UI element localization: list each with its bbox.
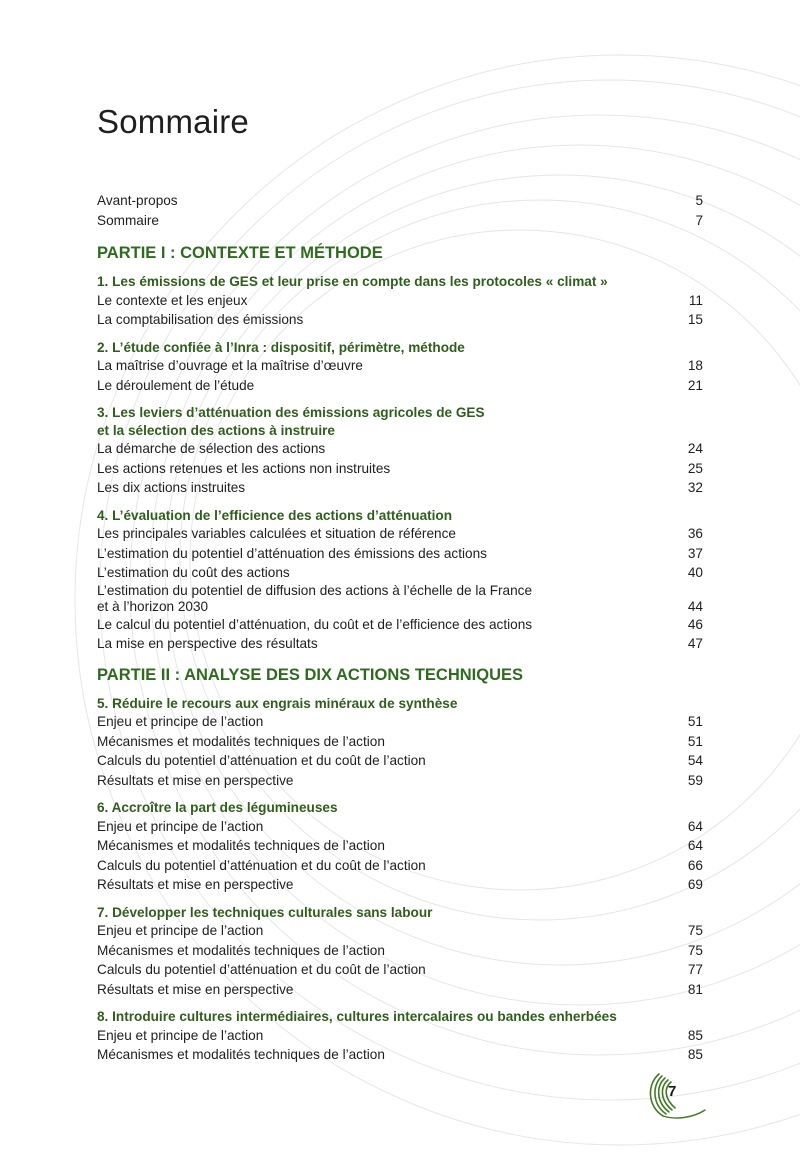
toc-entry[interactable] xyxy=(97,941,703,961)
toc-entry-page: 51 xyxy=(687,733,703,749)
toc-entry[interactable] xyxy=(97,459,703,479)
toc-entry-page: 75 xyxy=(687,942,703,958)
toc-entry[interactable] xyxy=(97,1026,703,1046)
toc-entry-label: La maîtrise d’ouvrage et la maîtrise d’œuvre xyxy=(97,358,363,373)
toc-entry[interactable] xyxy=(97,1045,703,1065)
toc-entry-page: 59 xyxy=(687,772,703,788)
toc-entry-page: 25 xyxy=(687,460,703,476)
toc-entry[interactable] xyxy=(97,836,703,856)
toc-entry-label: Les dix actions instruites xyxy=(97,480,246,495)
toc-entry-page: 47 xyxy=(687,636,703,651)
toc-entry-page: 77 xyxy=(687,962,703,977)
toc-entry-label: Le contexte et les enjeux xyxy=(97,292,248,308)
chapter-heading[interactable] xyxy=(97,404,703,439)
toc-entry-label-line: L’estimation du potentiel de diffusion des actions à l’échelle de la France xyxy=(97,582,533,598)
toc-entry-page: 66 xyxy=(687,857,703,873)
page-number: 7 xyxy=(668,1083,677,1100)
toc-entry-label: Enjeu et principe de l’action xyxy=(97,1027,264,1043)
part-heading[interactable]: PARTIE II : ANALYSE DES DIX ACTIONS TECHNIQUES xyxy=(97,665,523,684)
toc-entry-label: La démarche de sélection des actions xyxy=(97,441,326,456)
toc-entry-label: La comptabilisation des émissions xyxy=(97,312,304,327)
toc-entry-page: 64 xyxy=(687,818,703,834)
toc-entry-page: 46 xyxy=(687,616,703,632)
toc-entry[interactable] xyxy=(97,191,703,211)
toc-entry-page: 44 xyxy=(687,598,703,614)
toc-entry-label: L’estimation du coût des actions xyxy=(97,565,290,580)
part-heading[interactable]: PARTIE I : CONTEXTE ET MÉTHODE xyxy=(97,244,383,262)
chapter-heading[interactable]: 2. L’étude confiée à l’Inra : dispositif, périmètre, méthode xyxy=(97,339,465,355)
toc-entry[interactable] xyxy=(97,524,703,544)
toc-entry-label: Résultats et mise en perspective xyxy=(97,877,294,892)
toc-entry-label: Sommaire xyxy=(97,212,159,228)
chapter-heading-line: 3. Les leviers d’atténuation des émissions agricoles de GES xyxy=(97,405,485,420)
toc-entry-label: La mise en perspective des résultats xyxy=(97,636,318,651)
toc-entry-page: 11 xyxy=(688,292,703,308)
toc-entry-page: 51 xyxy=(687,714,703,729)
chapter-heading-line: et la sélection des actions à instruire xyxy=(97,422,335,438)
toc-entry[interactable] xyxy=(97,439,703,459)
toc-entry-page: 5 xyxy=(695,193,703,208)
page-title: Sommaire xyxy=(97,103,249,140)
toc-entry-label: Enjeu et principe de l’action xyxy=(97,923,264,938)
toc-entry[interactable] xyxy=(97,356,703,376)
toc-entry-page: 37 xyxy=(687,545,703,561)
toc-entry-label: Le déroulement de l’étude xyxy=(97,377,255,393)
toc-entry[interactable] xyxy=(97,211,703,231)
toc-entry-label xyxy=(97,583,673,615)
toc-entry[interactable] xyxy=(97,310,703,330)
toc-entry-page: 81 xyxy=(687,981,703,997)
table-of-contents xyxy=(97,191,703,1065)
toc-entry[interactable] xyxy=(97,875,703,895)
toc-entry-page: 85 xyxy=(687,1027,703,1043)
toc-entry[interactable] xyxy=(97,817,703,837)
toc-entry-label: Calculs du potentiel d’atténuation et du coût de l’action xyxy=(97,962,426,977)
toc-entry-page: 7 xyxy=(695,212,703,228)
toc-entry-label: Résultats et mise en perspective xyxy=(97,981,294,997)
toc-entry-label: Calculs du potentiel d’atténuation et du coût de l’action xyxy=(97,753,426,768)
chapter-heading[interactable]: 5. Réduire le recours aux engrais minéraux de synthèse xyxy=(97,695,458,711)
toc-entry[interactable] xyxy=(97,960,703,980)
toc-entry-page: 85 xyxy=(687,1047,703,1062)
toc-entry-page: 21 xyxy=(687,377,703,393)
toc-entry-page: 54 xyxy=(687,753,703,768)
toc-entry-label-line: et à l’horizon 2030 xyxy=(97,598,209,614)
toc-entry-label: Avant-propos xyxy=(97,193,178,208)
chapter-heading[interactable]: 1. Les émissions de GES et leur prise en compte dans les protocoles « climat » xyxy=(97,274,608,289)
toc-entry-page: 69 xyxy=(687,877,703,892)
toc-entry[interactable] xyxy=(97,980,703,1000)
toc-entry[interactable] xyxy=(97,376,703,396)
toc-entry[interactable] xyxy=(97,751,703,771)
toc-entry-label: Les actions retenues et les actions non instruites xyxy=(97,460,391,476)
toc-entry[interactable] xyxy=(97,291,703,311)
toc-entry[interactable] xyxy=(97,771,703,791)
toc-entry-page: 40 xyxy=(687,565,703,580)
toc-entry-label: L’estimation du potentiel d’atténuation des émissions des actions xyxy=(97,545,487,561)
toc-entry-label: Enjeu et principe de l’action xyxy=(97,714,264,729)
toc-entry[interactable] xyxy=(97,563,703,583)
toc-entry[interactable] xyxy=(97,921,703,941)
chapter-heading[interactable]: 8. Introduire cultures intermédiaires, cultures intercalaires ou bandes enherbées xyxy=(97,1009,617,1024)
toc-entry[interactable] xyxy=(97,583,703,615)
toc-entry-label: Enjeu et principe de l’action xyxy=(97,818,264,834)
toc-entry-page: 36 xyxy=(687,526,703,541)
toc-entry-page: 18 xyxy=(687,358,703,373)
chapter-heading[interactable]: 6. Accroître la part des légumineuses xyxy=(97,800,338,815)
toc-entry[interactable] xyxy=(97,615,703,635)
toc-entry-label: Mécanismes et modalités techniques de l’action xyxy=(97,1047,385,1062)
chapter-heading[interactable]: 7. Développer les techniques culturales sans labour xyxy=(97,904,433,920)
toc-entry-page: 24 xyxy=(687,441,703,456)
toc-entry[interactable] xyxy=(97,856,703,876)
toc-entry[interactable] xyxy=(97,732,703,752)
toc-entry[interactable] xyxy=(97,544,703,564)
toc-entry-page: 32 xyxy=(687,480,703,495)
toc-entry[interactable] xyxy=(97,478,703,498)
toc-entry-label: Mécanismes et modalités techniques de l’action xyxy=(97,733,385,749)
toc-entry-page: 15 xyxy=(687,312,703,327)
toc-entry-label: Les principales variables calculées et situation de référence xyxy=(97,526,456,541)
toc-entry-label: Calculs du potentiel d’atténuation et du coût de l’action xyxy=(97,857,426,873)
toc-entry-label: Le calcul du potentiel d’atténuation, du coût et de l’efficience des actions xyxy=(97,616,533,632)
toc-entry-label: Résultats et mise en perspective xyxy=(97,772,294,788)
toc-entry-page: 75 xyxy=(687,923,703,938)
toc-entry[interactable] xyxy=(97,712,703,732)
toc-entry[interactable] xyxy=(97,634,703,654)
toc-entry-label: Mécanismes et modalités techniques de l’action xyxy=(97,942,385,958)
toc-entry-label: Mécanismes et modalités techniques de l’action xyxy=(97,838,385,853)
toc-entry-page: 64 xyxy=(687,838,703,853)
chapter-heading[interactable]: 4. L’évaluation de l’efficience des actions d’atténuation xyxy=(97,507,453,523)
